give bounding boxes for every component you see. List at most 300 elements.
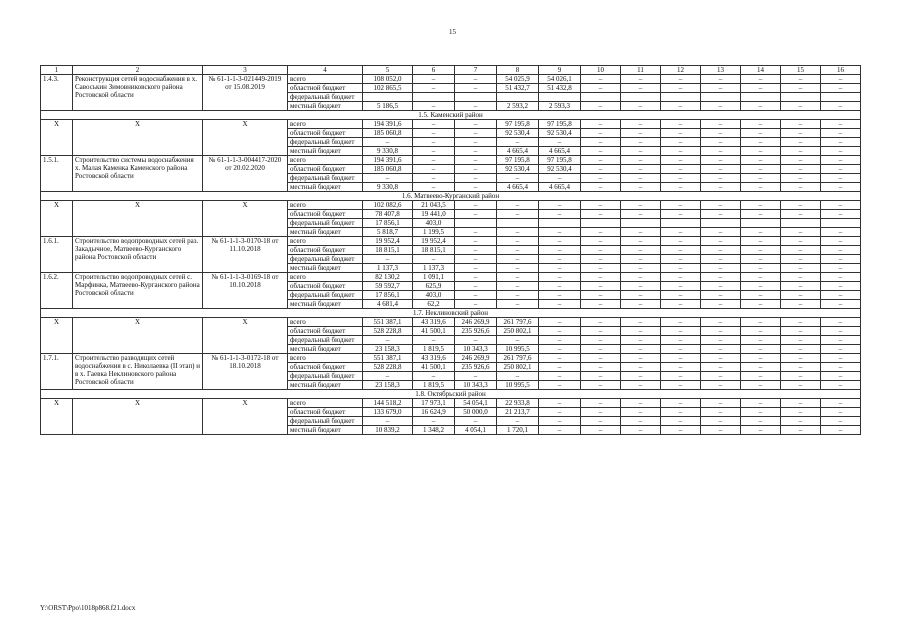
value-cell: – [621, 120, 661, 129]
value-cell: – [741, 255, 781, 264]
funding-label: всего [288, 318, 363, 327]
value-cell: – [621, 408, 661, 417]
value-cell: – [701, 408, 741, 417]
value-cell: – [661, 417, 701, 426]
value-cell [661, 219, 701, 228]
value-cell: – [741, 129, 781, 138]
value-cell: – [455, 183, 497, 192]
value-cell: – [455, 102, 497, 111]
value-cell: – [539, 336, 581, 345]
value-cell: – [621, 237, 661, 246]
value-cell: – [581, 210, 621, 219]
value-cell: – [701, 201, 741, 210]
header-cell: 6 [413, 66, 455, 75]
value-cell: 246 269,9 [455, 318, 497, 327]
value-cell: – [701, 174, 741, 183]
value-cell: – [539, 255, 581, 264]
value-cell: – [741, 102, 781, 111]
value-cell: 18 815,1 [413, 246, 455, 255]
value-cell: – [701, 156, 741, 165]
value-cell: – [661, 228, 701, 237]
value-cell: – [661, 354, 701, 363]
header-cell: 2 [73, 66, 203, 75]
item-name: Строительство водопроводных сетей раз. Закадычное, Матвеево-Курганского района Ростовской области [73, 237, 203, 273]
funding-label: федеральный бюджет [288, 255, 363, 264]
value-cell: – [821, 318, 861, 327]
value-cell: 23 158,3 [363, 381, 413, 390]
value-cell: – [701, 165, 741, 174]
funding-label: областной бюджет [288, 246, 363, 255]
item-doc: № 61-1-1-3-0172-18 от 18.10.2018 [203, 354, 288, 390]
value-cell: 261 797,6 [497, 354, 539, 363]
value-cell: – [701, 147, 741, 156]
value-cell: – [455, 201, 497, 210]
value-cell: – [413, 138, 455, 147]
value-cell: – [661, 84, 701, 93]
value-cell: 551 387,1 [363, 318, 413, 327]
header-cell: 11 [621, 66, 661, 75]
value-cell: 92 530,4 [497, 129, 539, 138]
value-cell: – [661, 345, 701, 354]
value-cell: – [781, 183, 821, 192]
value-cell: 21 043,5 [413, 201, 455, 210]
value-cell: – [661, 282, 701, 291]
value-cell: – [581, 354, 621, 363]
value-cell: – [539, 138, 581, 147]
value-cell: – [701, 228, 741, 237]
value-cell: – [581, 336, 621, 345]
value-cell: – [741, 345, 781, 354]
value-cell: – [581, 237, 621, 246]
value-cell [621, 93, 661, 102]
value-cell: – [539, 291, 581, 300]
value-cell: – [539, 237, 581, 246]
header-cell: 16 [821, 66, 861, 75]
value-cell: 9 330,8 [363, 147, 413, 156]
header-cell: 15 [781, 66, 821, 75]
value-cell: 43 319,6 [413, 318, 455, 327]
value-cell: – [821, 426, 861, 435]
value-cell [661, 93, 701, 102]
value-cell: – [781, 381, 821, 390]
value-cell [539, 93, 581, 102]
value-cell: – [455, 255, 497, 264]
value-cell: – [621, 246, 661, 255]
item-doc: Х [203, 399, 288, 435]
value-cell: – [581, 318, 621, 327]
funding-label: всего [288, 273, 363, 282]
value-cell [741, 93, 781, 102]
value-cell: 403,0 [413, 291, 455, 300]
funding-label: областной бюджет [288, 84, 363, 93]
value-cell: – [455, 129, 497, 138]
value-cell: 1 091,1 [413, 273, 455, 282]
value-cell: – [539, 408, 581, 417]
value-cell: – [363, 138, 413, 147]
value-cell: – [741, 138, 781, 147]
value-cell: 4 681,4 [363, 300, 413, 309]
value-cell: 17 856,1 [363, 291, 413, 300]
value-cell: 10 343,3 [455, 381, 497, 390]
value-cell: – [455, 417, 497, 426]
value-cell: – [621, 174, 661, 183]
value-cell [781, 93, 821, 102]
value-cell: 19 952,4 [413, 237, 455, 246]
value-cell: – [741, 147, 781, 156]
value-cell: – [781, 282, 821, 291]
value-cell: 19 952,4 [363, 237, 413, 246]
value-cell: 51 432,7 [497, 84, 539, 93]
value-cell: – [621, 210, 661, 219]
value-cell: – [661, 408, 701, 417]
value-cell: – [821, 174, 861, 183]
value-cell: – [701, 417, 741, 426]
district-row [41, 390, 861, 399]
value-cell: – [701, 372, 741, 381]
value-cell: – [741, 174, 781, 183]
value-cell: – [661, 165, 701, 174]
value-cell: 133 679,0 [363, 408, 413, 417]
value-cell: – [497, 417, 539, 426]
value-cell: – [781, 255, 821, 264]
value-cell: – [413, 336, 455, 345]
value-cell: 1 720,1 [497, 426, 539, 435]
table-row [41, 318, 861, 327]
value-cell: – [455, 75, 497, 84]
value-cell [701, 93, 741, 102]
value-cell: – [413, 102, 455, 111]
value-cell: 625,9 [413, 282, 455, 291]
header-cell: 3 [203, 66, 288, 75]
value-cell: – [413, 75, 455, 84]
value-cell: – [821, 327, 861, 336]
value-cell: – [581, 264, 621, 273]
value-cell: 97 195,8 [497, 120, 539, 129]
value-cell: – [781, 156, 821, 165]
header-cell: 8 [497, 66, 539, 75]
table-row [41, 75, 861, 84]
item-doc: Х [203, 201, 288, 237]
item-name: Х [73, 201, 203, 237]
funding-label: всего [288, 201, 363, 210]
value-cell: – [497, 174, 539, 183]
value-cell: – [497, 201, 539, 210]
value-cell: – [621, 165, 661, 174]
value-cell: – [581, 102, 621, 111]
value-cell: – [455, 282, 497, 291]
value-cell: – [741, 210, 781, 219]
value-cell: – [621, 102, 661, 111]
value-cell: – [661, 147, 701, 156]
value-cell: 50 000,0 [455, 408, 497, 417]
value-cell: – [455, 120, 497, 129]
value-cell: – [741, 399, 781, 408]
value-cell: 528 228,8 [363, 327, 413, 336]
value-cell: – [781, 102, 821, 111]
value-cell: – [821, 399, 861, 408]
value-cell: – [621, 345, 661, 354]
header-cell: 4 [288, 66, 363, 75]
value-cell: – [661, 237, 701, 246]
value-cell: – [621, 372, 661, 381]
value-cell: – [539, 273, 581, 282]
value-cell: – [661, 273, 701, 282]
value-cell: 5 186,5 [363, 102, 413, 111]
district-row [41, 309, 861, 318]
value-cell: – [581, 174, 621, 183]
value-cell: – [781, 129, 821, 138]
value-cell: 10 995,5 [497, 381, 539, 390]
item-doc: № 61-1-1-3-021449-2019 от 15.08.2019 [203, 75, 288, 111]
value-cell [781, 219, 821, 228]
value-cell: 10 343,3 [455, 345, 497, 354]
value-cell: – [821, 210, 861, 219]
value-cell: – [581, 417, 621, 426]
value-cell: – [821, 138, 861, 147]
value-cell: – [581, 363, 621, 372]
value-cell: – [581, 399, 621, 408]
value-cell: – [741, 300, 781, 309]
value-cell: – [497, 264, 539, 273]
value-cell: – [781, 327, 821, 336]
value-cell: – [661, 174, 701, 183]
value-cell [539, 219, 581, 228]
value-cell: – [781, 138, 821, 147]
district-title: 1.5. Каменский район [41, 111, 861, 120]
value-cell: – [413, 129, 455, 138]
value-cell: – [497, 255, 539, 264]
item-name: Х [73, 318, 203, 354]
value-cell: – [821, 264, 861, 273]
header-cell: 12 [661, 66, 701, 75]
funding-label: местный бюджет [288, 183, 363, 192]
value-cell: – [821, 129, 861, 138]
value-cell: – [661, 327, 701, 336]
value-cell: 16 624,9 [413, 408, 455, 417]
value-cell: – [661, 129, 701, 138]
value-cell: 41 500,1 [413, 363, 455, 372]
item-doc: № 61-1-1-3-0169-18 от 10.10.2018 [203, 273, 288, 309]
header-cell: 1 [41, 66, 73, 75]
value-cell: – [821, 120, 861, 129]
value-cell: – [539, 282, 581, 291]
value-cell: – [821, 408, 861, 417]
value-cell: – [621, 327, 661, 336]
value-cell: – [821, 381, 861, 390]
value-cell: – [701, 75, 741, 84]
value-cell: – [581, 183, 621, 192]
value-cell: – [455, 228, 497, 237]
district-title: 1.8. Октябрьский район [41, 390, 861, 399]
value-cell: – [781, 147, 821, 156]
value-cell: – [539, 363, 581, 372]
value-cell: – [413, 417, 455, 426]
value-cell: – [581, 129, 621, 138]
value-cell: – [539, 264, 581, 273]
value-cell: 10 839,2 [363, 426, 413, 435]
value-cell: – [621, 336, 661, 345]
value-cell [497, 93, 539, 102]
value-cell: 108 052,0 [363, 75, 413, 84]
value-cell: – [497, 246, 539, 255]
value-cell [497, 219, 539, 228]
value-cell: – [661, 246, 701, 255]
value-cell: – [781, 120, 821, 129]
value-cell: – [413, 147, 455, 156]
value-cell: – [701, 84, 741, 93]
funding-label: всего [288, 75, 363, 84]
value-cell: – [701, 363, 741, 372]
value-cell: – [455, 237, 497, 246]
value-cell: – [741, 417, 781, 426]
value-cell: – [781, 228, 821, 237]
value-cell: – [701, 138, 741, 147]
value-cell: – [741, 273, 781, 282]
value-cell: – [741, 291, 781, 300]
value-cell: 403,0 [413, 219, 455, 228]
value-cell: – [661, 372, 701, 381]
value-cell: – [497, 291, 539, 300]
value-cell: – [661, 318, 701, 327]
value-cell: – [781, 264, 821, 273]
value-cell: – [455, 291, 497, 300]
value-cell: – [821, 228, 861, 237]
value-cell: – [455, 336, 497, 345]
value-cell: – [741, 75, 781, 84]
value-cell: – [455, 300, 497, 309]
funding-label: областной бюджет [288, 165, 363, 174]
value-cell: – [455, 264, 497, 273]
value-cell: 2 593,2 [497, 102, 539, 111]
value-cell: – [821, 183, 861, 192]
value-cell [455, 93, 497, 102]
value-cell: – [821, 363, 861, 372]
item-doc: Х [203, 120, 288, 156]
value-cell: 194 391,6 [363, 120, 413, 129]
value-cell: – [741, 183, 781, 192]
table-row [41, 201, 861, 210]
value-cell: 551 387,1 [363, 354, 413, 363]
table-row [41, 273, 861, 282]
funding-label: областной бюджет [288, 327, 363, 336]
value-cell: – [455, 84, 497, 93]
value-cell: – [621, 282, 661, 291]
value-cell: – [741, 282, 781, 291]
budget-table [40, 65, 861, 435]
value-cell: – [701, 336, 741, 345]
item-code: 1.4.3. [41, 75, 73, 111]
value-cell: – [539, 300, 581, 309]
value-cell: – [621, 228, 661, 237]
value-cell: – [821, 102, 861, 111]
funding-label: местный бюджет [288, 147, 363, 156]
value-cell: 250 802,1 [497, 327, 539, 336]
value-cell: – [413, 165, 455, 174]
value-cell: – [581, 300, 621, 309]
value-cell: 54 025,9 [497, 75, 539, 84]
value-cell: – [661, 138, 701, 147]
item-code: 1.7.1. [41, 354, 73, 390]
value-cell: – [701, 102, 741, 111]
value-cell: – [581, 165, 621, 174]
value-cell: 1 137,3 [363, 264, 413, 273]
value-cell: – [701, 273, 741, 282]
value-cell: – [741, 336, 781, 345]
funding-label: всего [288, 399, 363, 408]
value-cell: – [661, 363, 701, 372]
value-cell: – [363, 174, 413, 183]
value-cell: – [661, 381, 701, 390]
value-cell: – [821, 282, 861, 291]
value-cell: 144 518,2 [363, 399, 413, 408]
value-cell: – [741, 84, 781, 93]
funding-label: всего [288, 354, 363, 363]
value-cell: – [741, 408, 781, 417]
value-cell: – [821, 246, 861, 255]
value-cell: 102 865,5 [363, 84, 413, 93]
funding-label: областной бюджет [288, 408, 363, 417]
value-cell: – [539, 345, 581, 354]
value-cell: – [581, 84, 621, 93]
funding-label: всего [288, 237, 363, 246]
funding-label: местный бюджет [288, 228, 363, 237]
value-cell: 4 665,4 [497, 147, 539, 156]
value-cell: – [413, 174, 455, 183]
value-cell: – [621, 300, 661, 309]
value-cell: – [661, 264, 701, 273]
value-cell: – [621, 84, 661, 93]
header-row [41, 66, 861, 75]
value-cell: – [413, 156, 455, 165]
value-cell: – [413, 183, 455, 192]
value-cell: – [701, 345, 741, 354]
value-cell: – [701, 399, 741, 408]
value-cell: – [455, 165, 497, 174]
value-cell: – [539, 372, 581, 381]
value-cell [581, 219, 621, 228]
funding-label: областной бюджет [288, 129, 363, 138]
value-cell: 18 815,1 [363, 246, 413, 255]
value-cell: 4 054,1 [455, 426, 497, 435]
value-cell: – [781, 372, 821, 381]
value-cell: – [621, 354, 661, 363]
item-name: Реконструкция сетей водоснабжения в х. Савоськин Зимовниковского района Ростовской области [73, 75, 203, 111]
district-title: 1.7. Неклиновский район [41, 309, 861, 318]
value-cell [821, 93, 861, 102]
header-cell: 5 [363, 66, 413, 75]
value-cell: – [741, 381, 781, 390]
value-cell: – [539, 210, 581, 219]
value-cell: – [621, 201, 661, 210]
value-cell: – [363, 372, 413, 381]
value-cell: 1 819,5 [413, 381, 455, 390]
value-cell [455, 219, 497, 228]
value-cell: 4 665,4 [539, 183, 581, 192]
value-cell: – [661, 399, 701, 408]
page-number: 15 [449, 28, 456, 36]
value-cell: – [821, 237, 861, 246]
value-cell: – [539, 354, 581, 363]
value-cell: – [661, 183, 701, 192]
value-cell: – [661, 336, 701, 345]
value-cell: – [497, 138, 539, 147]
value-cell: 17 856,1 [363, 219, 413, 228]
funding-label: местный бюджет [288, 381, 363, 390]
value-cell: – [661, 156, 701, 165]
table-row [41, 120, 861, 129]
value-cell: – [781, 417, 821, 426]
value-cell: 92 530,4 [497, 165, 539, 174]
